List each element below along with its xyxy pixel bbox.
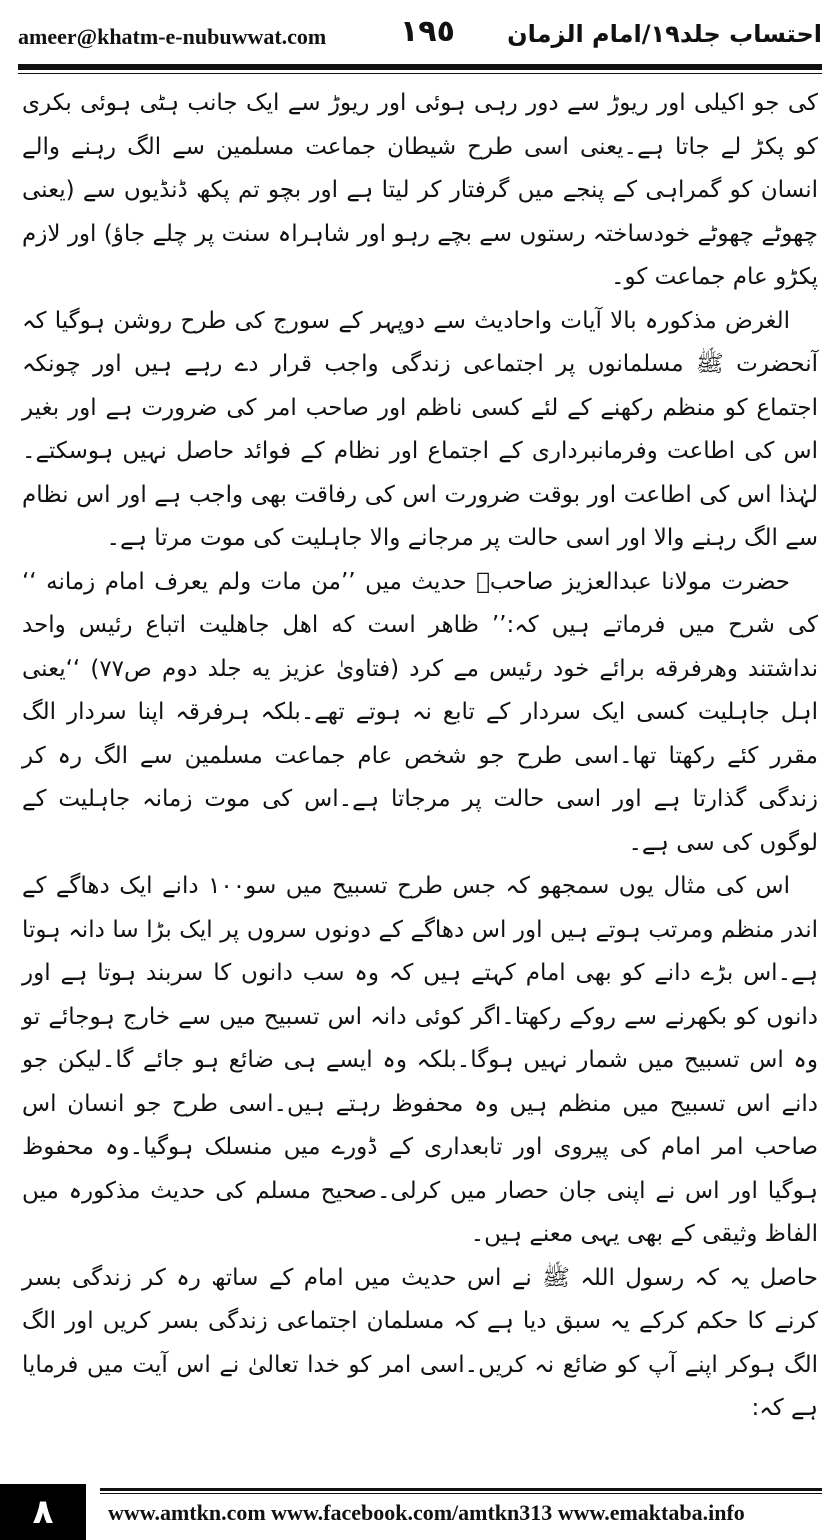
paragraph-5: حاصل یہ کہ رسول اللہ ﷺ نے اس حدیث میں امام کے ساتھ رہ کر زندگی بسر کرنے کا حکم کرکے یہ سبق دیا ہے کہ مسلمان اجتماعی زندگی بسر کریں اور الگ الگ ہوکر اپنے آپ کو ضائع نہ کریں۔اسی امر کو خدا تعالیٰ نے اس آیت میں فرمایا ہے کہ: bbox=[22, 1264, 818, 1421]
paragraph-4: اس کی مثال یوں سمجھو کہ جس طرح تسبیح میں سو۱۰۰ دانے ایک دھاگے کے اندر منظم ومرتب ہوتے ہیں اور اس دھاگے کے دونوں سروں پر ایک بڑا سا دانہ ہوتا ہے۔اس بڑے دانے کو بھی امام کہتے ہیں کہ وہ سب دانوں کا سربند ہوتا ہے اور دانوں کو بکھرنے سے روکے رکھتا۔اگر کوئی دانہ اس تسبیح میں سے خارج ہوجائے تو وہ اس تسبیح میں شمار نہیں ہوگا۔بلکہ وہ ایسے ہی ضائع ہو جائے گا۔لیکن جو دانے اس تسبیح میں منظم ہیں وہ محفوظ رہتے ہیں۔اسی طرح جو انسان اس صاحب امر امام کی پیروی اور تابعداری کے ڈورے میں منسلک ہوگیا۔وہ محفوظ ہوگیا اور اس نے اپنی جان حصار میں کرلی۔صحیح مسلم کی حدیث مذکورہ میں الفاظ وثیقی کے بھی یہی معنے ہیں۔ bbox=[22, 873, 818, 1247]
page-number: ١٩٥ bbox=[400, 14, 455, 49]
paragraph-2: الغرض مذکورہ بالا آیات واحادیث سے دوپہر کے سورج کی طرح روشن ہوگیا کہ آنحضرت ﷺ مسلمانوں پر اجتماعی زندگی واجب قرار دے رہے ہیں اور چونکہ اجتماع کو منظم رکھنے کے لئے کسی ناظم اور صاحب امر کی ضرورت ہے اور بغیر اس کی اطاعت وفرمانبرداری کے اجتماع اور نظام کے فوائد حاصل نہیں ہوسکتے۔لہٰذا اس کی اطاعت اور بوقت ضرورت اس کی رفاقت بھی واجب ہے اور اس نظام سے الگ رہنے والا اور اسی حالت پر مرجانے والا جاہلیت کی موت مرتا ہے۔ bbox=[22, 307, 818, 551]
header-rule-thick bbox=[18, 64, 822, 70]
book-title: احتساب جلد۱۹/امام الزمان bbox=[507, 20, 822, 48]
footer-urls: www.amtkn.com www.facebook.com/amtkn313 www.emaktaba.info bbox=[108, 1500, 745, 1525]
body-text bbox=[22, 82, 818, 1470]
page-header bbox=[18, 14, 822, 58]
footer-rule-thin bbox=[100, 1493, 822, 1494]
footer-corner-number: ٨ bbox=[0, 1484, 86, 1540]
header-rule-thin bbox=[18, 73, 822, 74]
footer-rule-thick bbox=[100, 1488, 822, 1491]
paragraph-1: کی جو اکیلی اور ریوڑ سے دور رہی ہوئی اور ریوڑ سے ایک جانب ہٹی ہوئی بکری کو پکڑ لے جاتا ہے۔یعنی اسی طرح شیطان جماعت مسلمین سے الگ رہنے والے انسان کو گمراہی کے پنجے میں گرفتار کر لیتا ہے اور بچو تم پکھ ڈنڈیوں سے (یعنی چھوٹے چھوٹے خودساختہ رستوں سے بچے رہو اور شاہراہ سنت پر چلے جاؤ) اور لازم پکڑو عام جماعت کو۔ bbox=[22, 90, 818, 290]
paragraph-3: حضرت مولانا عبدالعزیز صاحبؒ حدیث میں ’’من مات ولم یعرف امام زمانه ‘‘ کی شرح میں فرماتے ہیں کہ:’’ ظاهر است كه اهل جاهليت اتباع رئيس واحد نداشتند وهرفرقه برائے خود رئيس مے كرد (فتاوىٰ عزيز يه جلد دوم ص۷۷) ‘‘یعنی اہل جاہلیت کسی ایک سردار کے تابع نہ ہوتے تھے۔بلکہ ہرفرقہ اپنا سردار الگ مقرر کئے رکھتا تھا۔اسی طرح جو شخص عام جماعت مسلمین سے الگ رہ کر زندگی گذارتا ہے اور اسی حالت پر مرجاتا ہے۔اس کی موت زمانہ جاہلیت کے لوگوں کی سی ہے۔ bbox=[22, 568, 818, 856]
header-email: ameer@khatm-e-nubuwwat.com bbox=[18, 24, 327, 49]
